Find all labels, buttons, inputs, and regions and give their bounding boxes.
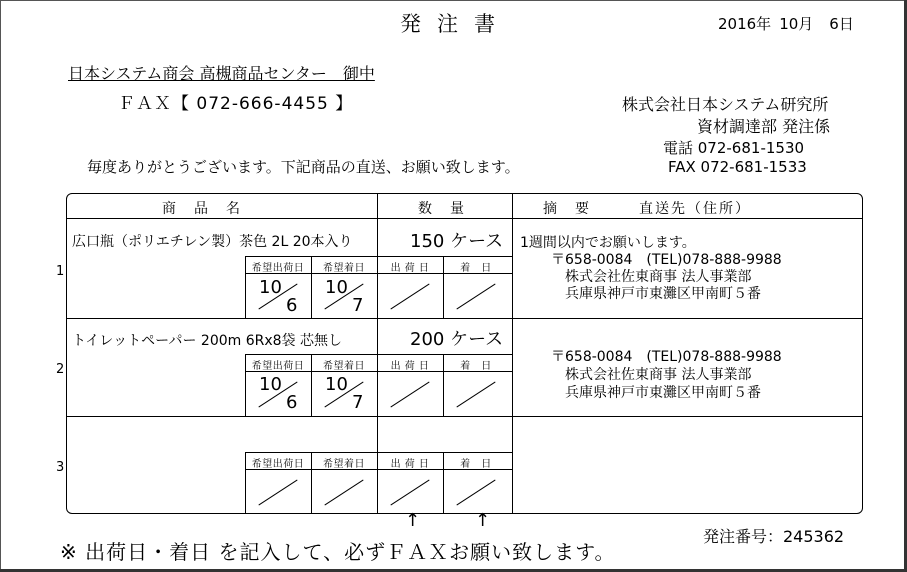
- label-ship-date: 出 荷 日: [390, 263, 430, 274]
- header-qty: 数 量: [418, 201, 466, 217]
- sender-fax: FAX 072-681-1533: [668, 158, 807, 176]
- row-number: 2: [56, 362, 65, 377]
- recipient-name: 日本システム商会 高槻商品センター 御中: [68, 64, 375, 83]
- address-line: 〒658-0084 (TEL)078-888-9988: [551, 349, 782, 365]
- row-divider-2: [67, 416, 862, 417]
- header-product: 商 品 名: [162, 201, 242, 217]
- header-divider: [67, 218, 862, 219]
- address-line: 株式会社佐東商事 法人事業部: [565, 269, 752, 285]
- sender-dept: 資材調達部 発注係: [697, 117, 831, 136]
- label-desired-arrival: 希望着日: [323, 263, 365, 274]
- col-divider-note: [512, 194, 513, 513]
- row-number: 1: [56, 264, 65, 279]
- quantity: 150 ケース: [410, 231, 504, 252]
- label-desired-ship: 希望出荷日: [251, 361, 305, 372]
- quantity: 200 ケース: [410, 329, 504, 350]
- address-line: 〒658-0084 (TEL)078-888-9988: [551, 252, 782, 268]
- desired-arrival-month: 10: [325, 374, 348, 395]
- address-line: 株式会社佐東商事 法人事業部: [565, 367, 752, 383]
- label-ship-date: 出 荷 日: [390, 361, 430, 372]
- desired-ship-month: 10: [259, 374, 282, 395]
- label-desired-arrival: 希望着日: [323, 361, 365, 372]
- address-line: 兵庫県神戸市東灘区甲南町５番: [565, 385, 761, 401]
- order-number: 発注番号：245362: [703, 527, 845, 546]
- desired-ship-day: 6: [286, 295, 298, 316]
- footer-instruction: ※ 出荷日・着日 を記入して、必ずＦＡＸお願い致します。: [60, 540, 616, 564]
- product-name: トイレットペーパー 200m 6Rx8袋 芯無し: [72, 333, 342, 349]
- desired-arrival-day: 7: [352, 295, 364, 316]
- subgrid-top: [245, 354, 512, 355]
- date-month: 10月: [779, 15, 814, 33]
- sender-company: 株式会社日本システム研究所: [622, 95, 829, 114]
- header-note: 摘 要 直送先（住所）: [543, 201, 751, 217]
- order-date: [718, 13, 854, 34]
- greeting-text: 毎度ありがとうございます。下記商品の直送、お願い致します。: [87, 158, 520, 176]
- desired-ship-day: 6: [286, 392, 298, 413]
- arrow-up-icon: ↑: [475, 510, 491, 531]
- subgrid-top: [245, 452, 512, 453]
- document-title: 発注書: [400, 12, 511, 36]
- label-desired-arrival: 希望着日: [323, 459, 365, 470]
- label-desired-ship: 希望出荷日: [251, 459, 305, 470]
- label-ship-date: 出 荷 日: [390, 459, 430, 470]
- sender-tel: 電話 072-681-1530: [663, 139, 805, 157]
- label-desired-ship: 希望出荷日: [251, 263, 305, 274]
- label-arrival-date: 着 日: [460, 459, 492, 470]
- date-day: 6日: [829, 15, 854, 33]
- subgrid-top: [245, 256, 512, 257]
- desired-ship-month: 10: [259, 277, 282, 298]
- recipient-fax: ＦＡＸ【 072-666-4455 】: [118, 94, 354, 114]
- remark: 1週間以内でお願いします。: [520, 235, 696, 251]
- date-year: 2016年: [718, 15, 772, 33]
- label-arrival-date: 着 日: [460, 263, 492, 274]
- product-name: 広口瓶（ポリエチレン製）茶色 2L 20本入り: [72, 234, 353, 250]
- desired-arrival-month: 10: [325, 277, 348, 298]
- row-number: 3: [56, 460, 65, 475]
- arrow-up-icon: ↑: [405, 510, 421, 531]
- row-divider-1: [67, 318, 862, 319]
- address-line: 兵庫県神戸市東灘区甲南町５番: [565, 286, 761, 302]
- label-arrival-date: 着 日: [460, 361, 492, 372]
- desired-arrival-day: 7: [352, 392, 364, 413]
